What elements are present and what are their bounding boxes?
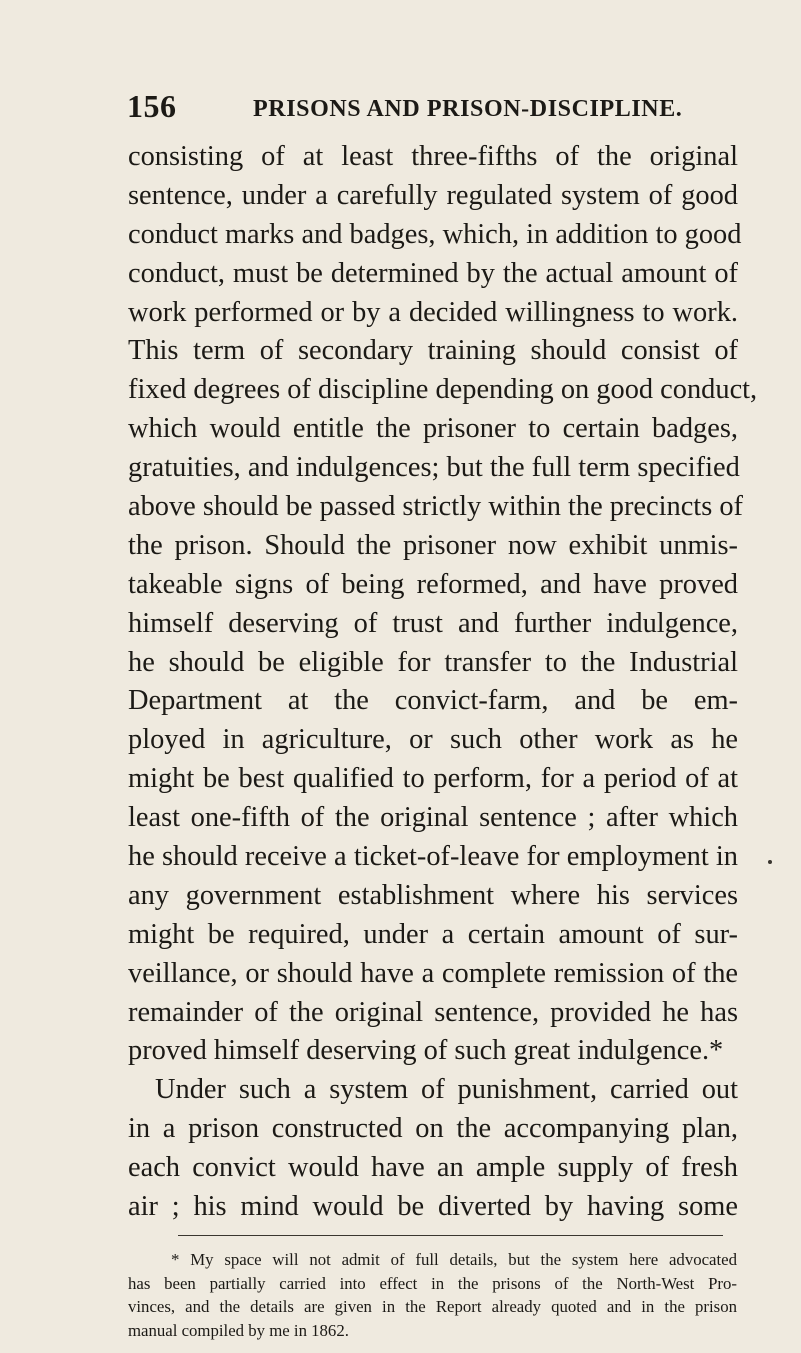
text-line: fixed degrees of discipline depending on good conduct, [128, 374, 758, 406]
footnote-line: vinces, and the details are given in the Report already quoted and in the prison [128, 1297, 737, 1316]
text-line: Department at the convict-farm, and be em- [128, 685, 738, 717]
text-line: remainder of the original sentence, provided he has [128, 996, 738, 1028]
text-line: work performed or by a decided willingness to work. [128, 296, 738, 328]
text-line: any government establishment where his services [128, 879, 738, 911]
text-line: proved himself deserving of such great indulgence.* [128, 1035, 724, 1067]
footnote-line: has been partially carried into effect in the prisons of the North-West Pro- [128, 1273, 737, 1293]
text-line: he should receive a ticket-of-leave for employment in [128, 841, 738, 873]
text-line: sentence, under a carefully regulated system of good [128, 179, 738, 211]
text-line: This term of secondary training should consist of [128, 335, 738, 367]
footnote-divider [178, 1235, 723, 1236]
footnote-line: manual compiled by me in 1862. [128, 1320, 349, 1340]
text-line: himself deserving of trust and further indulgence, [128, 607, 738, 639]
text-line: might be required, under a certain amount of sur- [128, 918, 738, 950]
text-line: conduct marks and badges, which, in addition to good [128, 218, 742, 250]
text-line: conduct, must be determined by the actual amount of [128, 257, 738, 289]
text-line: air ; his mind would be diverted by having some [128, 1191, 738, 1223]
text-line: might be best qualified to perform, for a period of at [128, 763, 738, 795]
text-line: ployed in agriculture, or such other work as he [128, 724, 738, 756]
text-line: the prison. Should the prisoner now exhibit unmis- [128, 529, 738, 561]
running-title: PRISONS AND PRISON-DISCIPLINE. [253, 96, 683, 122]
footnote [128, 1248, 737, 1342]
text-line: he should be eligible for transfer to the Industrial [128, 646, 738, 678]
text-line: which would entitle the prisoner to certain badges, [128, 413, 738, 445]
margin-mark [768, 860, 772, 864]
text-line: in a prison constructed on the accompanying plan, [128, 1113, 738, 1145]
text-line: veillance, or should have a complete remission of the [128, 957, 738, 989]
text-line: consisting of at least three-fifths of the original [128, 141, 738, 172]
text-line: each convict would have an ample supply of fresh [128, 1152, 738, 1184]
page-number: 156 [127, 88, 177, 124]
text-line: gratuities, and indulgences; but the full term specified [128, 452, 740, 484]
body-text [128, 138, 758, 1227]
page-header [127, 88, 731, 124]
text-line: above should be passed strictly within the precincts of [128, 491, 743, 523]
text-line: Under such a system of punishment, carried out [155, 1074, 738, 1106]
text-line: takeable signs of being reformed, and have proved [128, 568, 738, 600]
text-line: least one-fifth of the original sentence ; after which [128, 802, 738, 834]
footnote-line: * My space will not admit of full details, but the system here advocated [171, 1250, 737, 1269]
